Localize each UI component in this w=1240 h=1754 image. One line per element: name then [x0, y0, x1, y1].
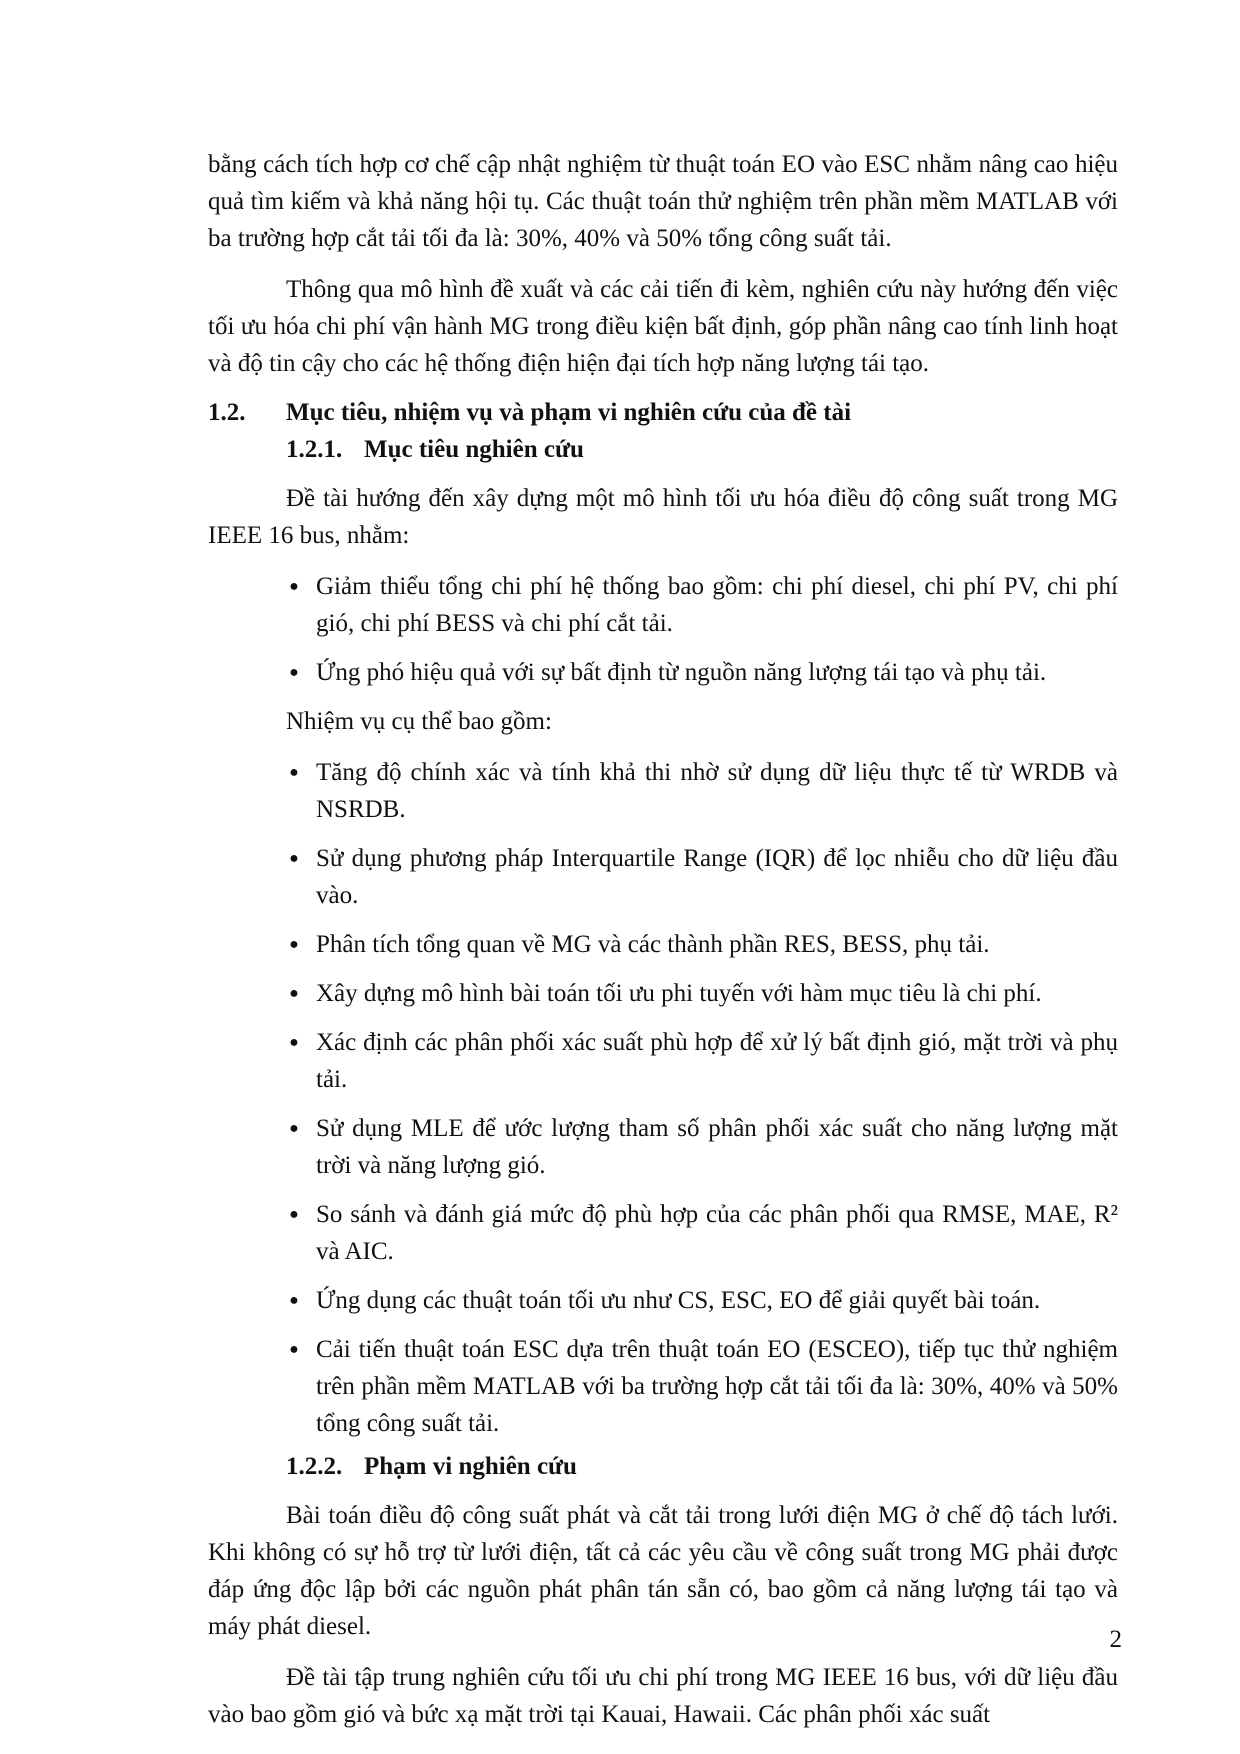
list-item — [208, 1024, 1118, 1098]
list-item-text: Sử dụng phương pháp Interquartile Range (IQR) để lọc nhiễu cho dữ liệu đầu vào. — [316, 845, 1118, 909]
page-number: 2 — [1109, 1626, 1122, 1653]
list-item-text: Xây dựng mô hình bài toán tối ưu phi tuyến với hàm mục tiêu là chi phí. — [316, 980, 1042, 1007]
subsection-1-heading — [286, 431, 1118, 468]
subsection-2-title: Phạm vi nghiên cứu — [364, 1453, 577, 1480]
bullet-icon: ● — [289, 1341, 299, 1358]
list-item — [208, 1110, 1118, 1184]
list-item-text: Tăng độ chính xác và tính khả thi nhờ sử dụng dữ liệu thực tế từ WRDB và NSRDB. — [316, 759, 1118, 823]
list-item — [208, 568, 1118, 642]
bullet-icon: ● — [289, 1120, 299, 1137]
bullet-icon: ● — [289, 764, 299, 781]
list-item — [208, 840, 1118, 914]
bullet-icon: ● — [289, 985, 299, 1002]
tasks-list — [208, 754, 1118, 1442]
bullet-icon: ● — [289, 936, 299, 953]
goals-list — [208, 568, 1118, 691]
scope-paragraph-2: Đề tài tập trung nghiên cứu tối ưu chi phí trong MG IEEE 16 bus, với dữ liệu đầu vào bao gồm gió và bức xạ mặt trời tại Kauai, Hawaii. Các phân phối xác suất — [208, 1664, 1118, 1728]
intro-paragraph-2: Thông qua mô hình đề xuất và các cải tiến đi kèm, nghiên cứu này hướng đến việc tối ưu hóa chi phí vận hành MG trong điều kiện bất định, góp phần nâng cao tính linh hoạt và độ tin cậy cho các hệ thống điện hiện đại tích hợp năng lượng tái tạo. — [208, 276, 1118, 377]
bullet-icon: ● — [289, 1292, 299, 1309]
intro-paragraph-1: bằng cách tích hợp cơ chế cập nhật nghiệm từ thuật toán EO vào ESC nhằm nâng cao hiệu quả tìm kiếm và khả năng hội tụ. Các thuật toán thử nghiệm trên phần mềm MATLAB với ba trường hợp cắt tải tối đa là: 30%, 40% và 50% tổng công suất tải. — [208, 151, 1118, 252]
list-item-text: Sử dụng MLE để ước lượng tham số phân phối xác suất cho năng lượng mặt trời và năng lượng gió. — [316, 1115, 1118, 1179]
subsection-2-heading — [286, 1448, 1118, 1485]
subsection-2-number: 1.2.2. — [286, 1453, 343, 1480]
bullet-icon: ● — [289, 578, 299, 595]
list-item-text: Xác định các phân phối xác suất phù hợp để xử lý bất định gió, mặt trời và phụ tải. — [316, 1029, 1118, 1093]
list-item-text: Ứng phó hiệu quả với sự bất định từ nguồn năng lượng tái tạo và phụ tải. — [316, 659, 1047, 686]
goals-intro-paragraph: Đề tài hướng đến xây dựng một mô hình tối ưu hóa điều độ công suất trong MG IEEE 16 bus, nhằm: — [208, 485, 1118, 549]
list-item-text: Phân tích tổng quan về MG và các thành phần RES, BESS, phụ tải. — [316, 931, 990, 958]
list-item — [208, 754, 1118, 828]
list-item — [208, 975, 1118, 1012]
list-item — [208, 1282, 1118, 1319]
list-item — [208, 926, 1118, 963]
bullet-icon: ● — [289, 1206, 299, 1223]
subsection-1-title: Mục tiêu nghiên cứu — [364, 436, 584, 463]
scope-paragraph-1: Bài toán điều độ công suất phát và cắt tải trong lưới điện MG ở chế độ tách lưới. Khi không có sự hỗ trợ từ lưới điện, tất cả các yêu cầu về công suất trong MG phải được đáp ứng độc lập bởi các nguồn phát phân tán sẵn có, bao gồm cả năng lượng tái tạo và máy phát diesel. — [208, 1502, 1118, 1640]
list-item — [208, 1196, 1118, 1270]
bullet-icon: ● — [289, 850, 299, 867]
tasks-intro: Nhiệm vụ cụ thể bao gồm: — [286, 708, 552, 735]
list-item-text: Ứng dụng các thuật toán tối ưu như CS, ESC, EO để giải quyết bài toán. — [316, 1287, 1041, 1314]
bullet-icon: ● — [289, 1034, 299, 1051]
list-item-text: So sánh và đánh giá mức độ phù hợp của các phân phối qua RMSE, MAE, R² và AIC. — [316, 1201, 1118, 1265]
list-item — [208, 1331, 1118, 1442]
list-item-text: Cải tiến thuật toán ESC dựa trên thuật toán EO (ESCEO), tiếp tục thử nghiệm trên phần mềm MATLAB với ba trường hợp cắt tải tối đa là: 30%, 40% và 50% tổng công suất tải. — [316, 1336, 1118, 1437]
subsection-1-number: 1.2.1. — [286, 436, 343, 463]
bullet-icon: ● — [289, 664, 299, 681]
list-item — [208, 654, 1118, 691]
list-item-text: Giảm thiểu tổng chi phí hệ thống bao gồm: chi phí diesel, chi phí PV, chi phí gió, chi phí BESS và chi phí cắt tải. — [316, 573, 1118, 637]
page-content — [208, 146, 1118, 1733]
section-heading — [208, 394, 1118, 431]
section-number: 1.2. — [208, 399, 246, 426]
section-title: Mục tiêu, nhiệm vụ và phạm vi nghiên cứu của đề tài — [286, 399, 852, 426]
